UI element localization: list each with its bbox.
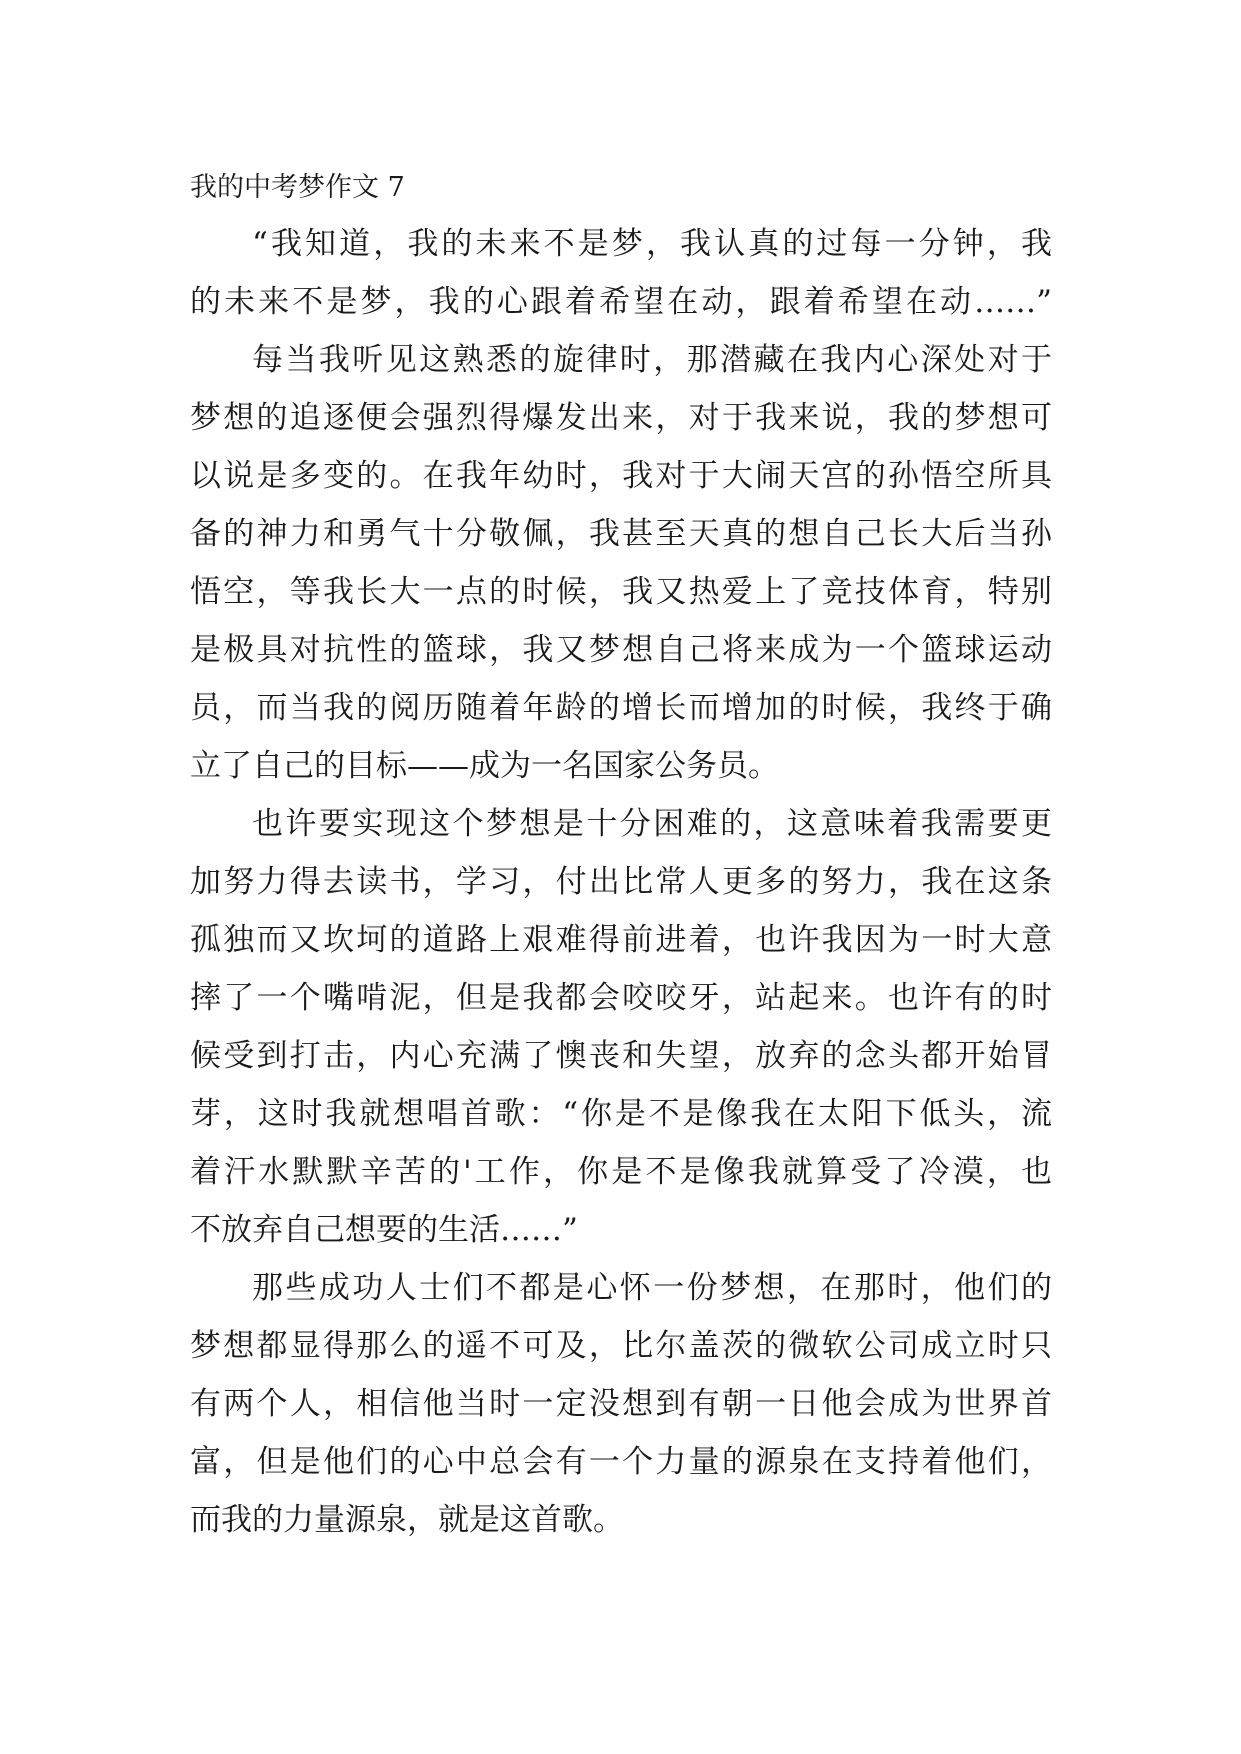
- paragraph-2-line-6: 是极具对抗性的篮球，我又梦想自己将来成为一个篮球运动: [190, 632, 1052, 668]
- paragraph-3-line-5: 候受到打击，内心充满了懊丧和失望，放弃的念头都开始冒: [190, 1038, 1052, 1074]
- paragraph-4-line-4: 富，但是他们的心中总会有一个力量的源泉在支持着他们，: [190, 1444, 1052, 1480]
- paragraph-4-line-1: 那些成功人士们不都是心怀一份梦想，在那时，他们的: [252, 1270, 1052, 1306]
- paragraph-4-line-2: 梦想都显得那么的遥不可及，比尔盖茨的微软公司成立时只: [190, 1328, 1052, 1364]
- paragraph-3-line-4: 摔了一个嘴啃泥，但是我都会咬咬牙，站起来。也许有的时: [190, 980, 1052, 1016]
- paragraph-3-line-1: 也许要实现这个梦想是十分困难的，这意味着我需要更: [252, 806, 1052, 842]
- paragraph-2-line-4: 备的神力和勇气十分敬佩，我甚至天真的想自己长大后当孙: [190, 516, 1052, 552]
- paragraph-1-line-2: 的未来不是梦，我的心跟着希望在动，跟着希望在动……”: [190, 284, 1052, 320]
- paragraph-2-line-5: 悟空，等我长大一点的时候，我又热爱上了竞技体育，特别: [190, 574, 1052, 610]
- document-title: 我的中考梦作文 7: [190, 172, 405, 203]
- paragraph-2-line-2: 梦想的追逐便会强烈得爆发出来，对于我来说，我的梦想可: [190, 400, 1052, 436]
- paragraph-4-line-3: 有两个人，相信他当时一定没想到有朝一日他会成为世界首: [190, 1386, 1052, 1422]
- paragraph-3-line-2: 加努力得去读书，学习，付出比常人更多的努力，我在这条: [190, 864, 1052, 900]
- paragraph-4-line-5: 而我的力量源泉，就是这首歌。: [190, 1502, 624, 1538]
- paragraph-3-line-7: 着汗水默默辛苦的'工作，你是不是像我就算受了冷漠，也: [190, 1154, 1052, 1190]
- paragraph-3-line-8: 不放弃自己想要的生活……”: [190, 1212, 578, 1248]
- paragraph-2-line-3: 以说是多变的。在我年幼时，我对于大闹天宫的孙悟空所具: [190, 458, 1052, 494]
- paragraph-2-line-1: 每当我听见这熟悉的旋律时，那潜藏在我内心深处对于: [252, 342, 1052, 378]
- paragraph-3-line-6: 芽，这时我就想唱首歌：“你是不是像我在太阳下低头，流: [190, 1096, 1052, 1132]
- paragraph-3-line-3: 孤独而又坎坷的道路上艰难得前进着，也许我因为一时大意: [190, 922, 1052, 958]
- paragraph-1-line-1: “我知道，我的未来不是梦，我认真的过每一分钟，我: [252, 226, 1052, 262]
- paragraph-2-line-8: 立了自己的目标——成为一名国家公务员。: [190, 748, 779, 784]
- paragraph-2-line-7: 员，而当我的阅历随着年龄的增长而增加的时候，我终于确: [190, 690, 1052, 726]
